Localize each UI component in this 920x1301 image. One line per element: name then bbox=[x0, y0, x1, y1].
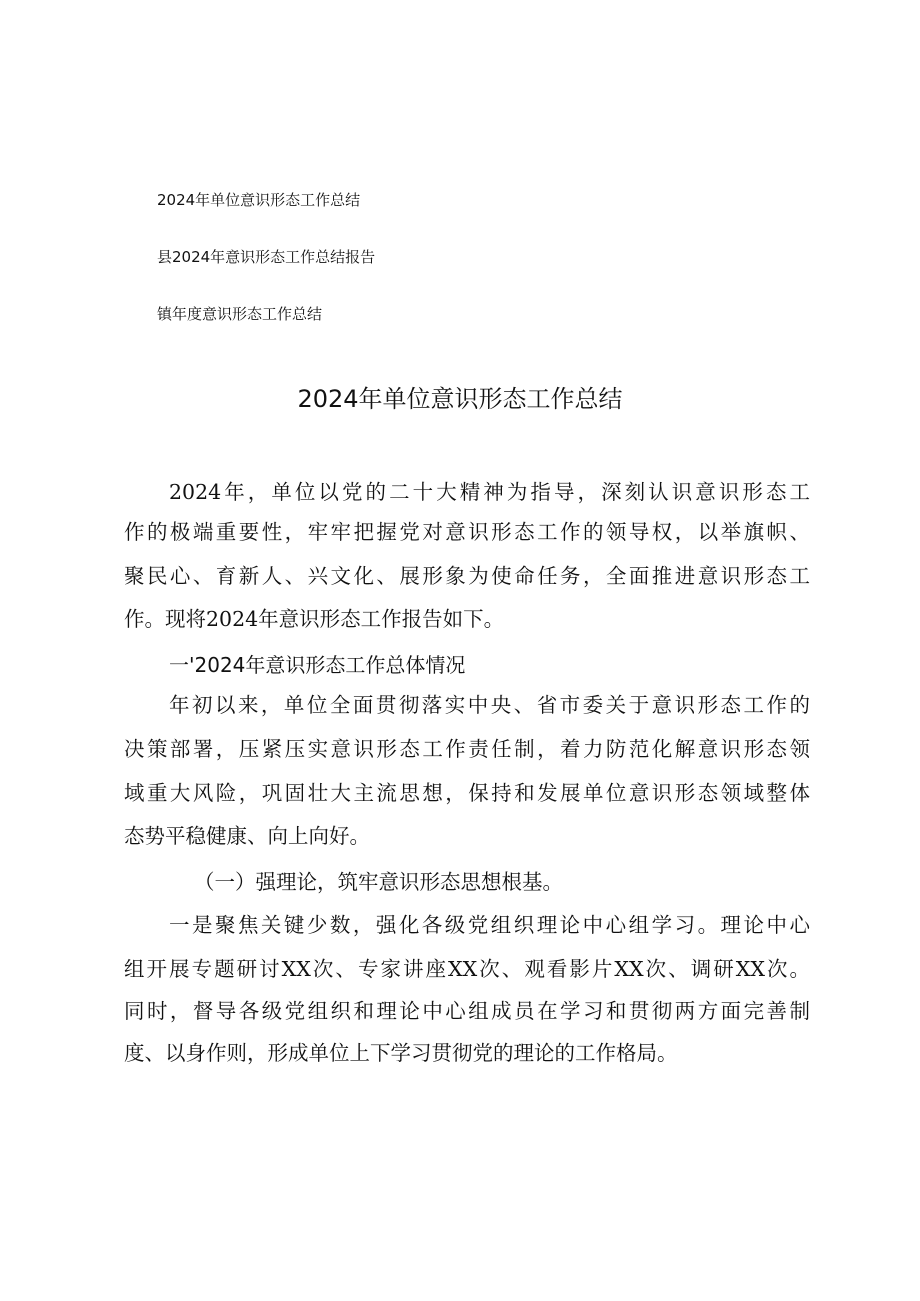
paragraph-2-line-4: 态势平稳健康、向上向好。 bbox=[124, 824, 370, 848]
section-heading-1: 一'2024年意识形态工作总体情况 bbox=[169, 653, 466, 677]
paragraph-3-line-1: 一是聚焦关键少数，强化各级党组织理论中心组学习。理论中心 bbox=[169, 913, 810, 937]
paragraph-2-line-2: 决策部署，压紧压实意识形态工作责任制，着力防范化解意识形态领 bbox=[124, 737, 810, 761]
paragraph-1-line-3: 聚民心、育新人、兴文化、展形象为使命任务，全面推进意识形态工 bbox=[124, 564, 810, 588]
paragraph-1-line-2: 作的极端重要性，牢牢把握党对意识形态工作的领导权，以举旗帜、 bbox=[124, 520, 810, 544]
paragraph-2-line-3: 域重大风险，巩固壮大主流思想，保持和发展单位意识形态领域整体 bbox=[124, 781, 810, 805]
paragraph-3-line-4: 度、以身作则，形成单位上下学习贯彻党的理论的工作格局。 bbox=[124, 1041, 678, 1065]
toc-item-1: 2024年单位意识形态工作总结 bbox=[157, 191, 361, 209]
paragraph-3-line-2: 组开展专题研讨XX次、专家讲座XX次、观看影片XX次、调研XX次。 bbox=[124, 957, 810, 981]
toc-item-2: 县2024年意识形态工作总结报告 bbox=[157, 248, 376, 266]
paragraph-1-line-4: 作。现将2024年意识形态工作报告如下。 bbox=[124, 607, 505, 631]
sub-heading-1: （一）强理论，筑牢意识形态思想根基。 bbox=[194, 870, 563, 894]
page-title: 2024年单位意识形态工作总结 bbox=[297, 385, 623, 413]
paragraph-1-line-1: 2024年，单位以党的二十大精神为指导，深刻认识意识形态工 bbox=[169, 480, 810, 504]
paragraph-3-line-3: 同时，督导各级党组织和理论中心组成员在学习和贯彻两方面完善制 bbox=[124, 999, 810, 1023]
paragraph-2-line-1: 年初以来，单位全面贯彻落实中央、省市委关于意识形态工作的 bbox=[169, 693, 810, 717]
toc-item-3: 镇年度意识形态工作总结 bbox=[157, 305, 323, 323]
